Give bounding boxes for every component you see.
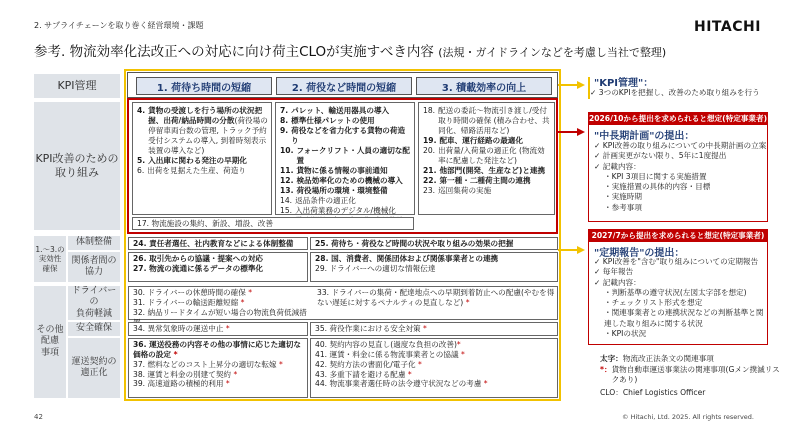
item-37: 37. 燃料などのコスト上昇分の適切な転嫁 [133,359,277,369]
item-40: 40. 契約内容の見直し(過度な負担の改善) [315,340,457,349]
anno1-text: ✓ 3つのKPIを把握し、改善のため取り組みを行う [590,88,760,97]
item-title: 貨物の受渡しを行う場所の状況把握、出荷/納品時間の分散 [148,106,263,126]
plan-arrow-head [577,128,585,136]
kpi-header-2: 2. 荷役など時間の短縮 [276,77,412,95]
item-31: 31. ドライバーの輸送距離短縮 [133,297,239,307]
item-43: 43. 多重下請を避ける配慮 [315,369,406,379]
list-item: 5. 入出庫に関わる発注の早期化 [137,156,247,166]
items-30-33: 30. ドライバーの休憩時間の確保 * 31. ドライバーの輸送距離短縮 * 32. 納品リードタイムが短い場合の物流負荷低減措 33. ドライバーの集荷・配達地点への早期到着防止への配慮(やむを得ない遅延に対するペナルティの見直しなど) * [128,286,558,320]
items-28-29 [310,252,558,282]
report-arrow-head [577,246,585,254]
row-label-kaizen-sub: 1.～3.の 実効性 確保 [34,236,66,282]
kaizen-col-1 [132,102,272,215]
copyright: © Hitachi, Ltd. 2025. All rights reserved. [622,413,754,421]
anno3-title: "定期報告"の提出： [594,248,685,259]
item-34: 34. 異常気象時の運送中止 [133,324,224,333]
item-29: 29. ドライバーへの適切な情報伝達 [315,263,436,273]
row-label-other: その他 配慮 事項 [34,286,66,398]
item-17: 17. 物流施設の集約、新設、増設、改善 [132,217,414,230]
kpi-arrow-head [577,81,585,89]
items-36-39: 36. 運送役務の内容その他の事情に応じた適切な価格の設定 * 37. 燃料などのコスト上昇分の適切な転嫁 * 38. 運賃と料金の別建て契約 * 39. 高速道路の積極的利用 * [128,338,308,398]
kpi-header-1: 1. 荷待ち時間の短縮 [136,77,272,95]
list-item: 4. 貨物の受渡しを行う場所の状況把握、出荷/納品時間の分散(荷役場の停留車両台数の管理, トラック予約受付システムの導入, 到着時刻表示装置の導入など) [137,106,268,156]
clo-note: CLO：Chief Logistics Officer [600,388,706,397]
item-25: 25. 荷待ち・荷役など時間の状況や取り組みの効果の把握 [310,237,558,250]
page-number: 42 [34,413,43,421]
item-41: 41. 運賃・料金に係る物流事業者との協議 [315,349,459,359]
title-sub: (法規・ガイドラインなどを考慮し当社で整理) [438,46,667,59]
item-36: 36. 運送役務の内容その他の事情に応じた適切な価格の設定 [133,340,301,359]
item-34-cell: 34. 異常気象時の運送中止 * [128,322,308,336]
item-38: 38. 運賃と料金の別建て契約 [133,369,232,379]
anno3-bar: 2027/7から提出を求められると想定(特定事業者) [588,229,768,241]
item-33: 33. ドライバーの集荷・配達地点への早期到着防止への配慮(やむを得ない遅延に対するペナルティの見直しなど) [317,288,555,307]
row-label-unso: 運送契約の 適正化 [68,338,120,398]
anno2-title: "中長期計画"の提出： [594,131,695,142]
legend: 太字：物流改正法条文の関連事項 *： 貨物自動車運送事業法の関連事項(Gメン撲滅リスクあり) [600,354,780,385]
page-title [34,40,666,60]
item-extra: (荷役場の停留車両台数の管理, トラック予約受付システムの導入, 到着時刻表示装置の導入など) [148,116,268,156]
anno3-lines: ✓ KPI改善を"含む"取り組みについての定期報告 ✓ 毎年報告 ✓ 記載内容： ・判断基準の遵守状況(左図太字部を想定) ・チェックリスト形式を想定 ・関連事業者との連携状況などの判断基準と関連した取り組みに関する状況 ・KPIの状況 [594,257,764,338]
item-35-cell: 35. 荷役作業における安全対策 * [310,322,558,336]
item-30: 30. ドライバーの休憩時間の確保 [133,288,246,297]
items-40-44: 40. 契約内容の見直し(過度な負担の改善)* 41. 運賃・料金に係る物流事業者との協議 * 42. 契約方法の書面化/電子化 * 43. 多重下請を避ける配慮 * 44. 物流事業者選任時の法令遵守状況などの考慮 * [310,338,558,398]
row-label-kankei: 関係者間の 協力 [68,252,120,282]
item-44: 44. 物流事業者選任時の法令遵守状況などの考慮 [315,379,482,389]
list-item: 6. 出荷を見据えた生産、荷造り [137,166,246,176]
item-42: 42. 契約方法の書面化/電子化 [315,359,416,369]
item-27: 27. 物流の流通に係るデータの標準化 [133,263,264,273]
row-label-kaizen: KPI改善のための 取り組み [34,102,120,230]
kpi-header-3: 3. 積載効率の向上 [416,77,552,95]
item-24: 24. 責任者選任、社内教育などによる体制整備 [128,237,308,250]
item-39: 39. 高速道路の積極的利用 [133,379,224,389]
item-35: 35. 荷役作業における安全対策 [315,324,421,333]
kaizen-col-2: 7. パレット、輸送用器具の導入 8. 標準仕様パレットの使用 9. 荷役などを省力化する貨物の荷造り 10. フォークリフト・人員の適切な配置 11. 貨物に係る情報の事前通知 12. 検品効率化のための機械の導入 13. 荷役場所の環境・環境整備 14. 返品条件の適正化 15. 入出荷業務のデジタル/機械化 [275,102,415,215]
row-label-anzen: 安全確保 [68,322,120,336]
row-label-driver: ドライバーの 負荷軽減 [68,286,120,320]
breadcrumb: 2. サプライチェーンを取り巻く経営環境・課題 [34,21,204,30]
hitachi-logo: HITACHI [694,19,761,35]
item-28: 28. 国、消費者、関係団体および関係事業者との連携 [315,254,499,263]
anno2-bar: 2026/10から提出を求められると想定(特定事業者) [588,113,768,123]
item-32: 32. 納品リードタイムが短い場合の物流負荷低減措 [133,307,307,317]
item-26: 26. 取引先からの協議・提案への対応 [133,254,264,263]
row-label-kpi: KPI管理 [34,74,120,98]
kaizen-col-3: 18. 配送の委託～物流引き渡し/受付取り時間の確保 (積み合わせ、共同化、帰路活用など) 19. 配車、運行経路の最適化 20. 出荷量/入荷量の適正化 (物流効率に配慮した発注など) 21. 他部門(開発、生産など)と連携 22. 第一種・二種荷主間の連携 23. 巡回集荷の実施 [418,102,555,215]
items-26-27 [128,252,308,282]
row-label-taisei: 体制整備 [68,236,120,250]
anno2-lines: ✓ KPI改善の取り組みについての中長期計画の立案 ✓ 計画実更がない限り、5年に1度提出 ✓ 記載内容： ・KPI 3項目に関する実施措置 ・実施措置の具体的内容・目標 ・実施時期 ・参考事項 [594,141,767,212]
anno1-title: "KPI管理"： [594,78,654,89]
title-main: 参考. 物流効率化法改正への対応に向け荷主CLOが実施すべき内容 [34,44,434,60]
